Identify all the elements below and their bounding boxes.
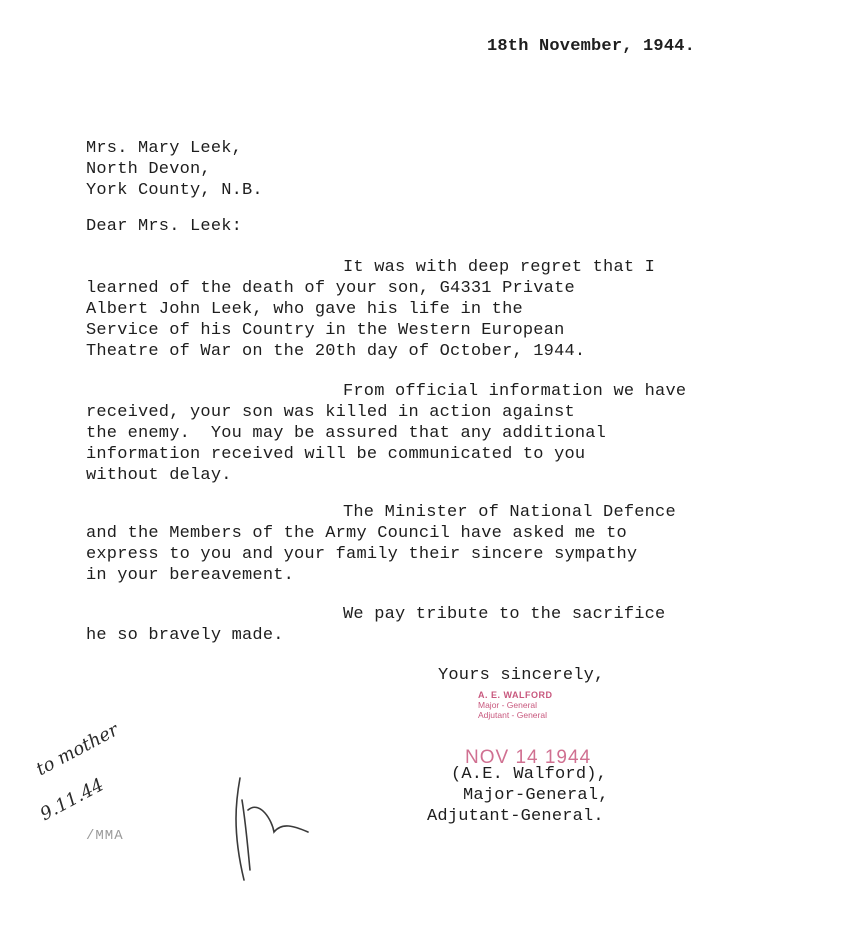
paragraph1-line-5: Theatre of War on the 20th day of October, 1944. xyxy=(86,342,586,361)
stamp-name: A. E. WALFORD xyxy=(478,690,553,700)
paragraph1-line-3: Albert John Leek, who gave his life in the xyxy=(86,300,523,319)
address-line-3: York County, N.B. xyxy=(86,181,263,200)
letter-date: 18th November, 1944. xyxy=(487,37,696,56)
paragraph2-line-1: From official information we have xyxy=(343,382,687,401)
stamp-rank: Major - General xyxy=(478,700,538,710)
signatory-rank: Major-General, xyxy=(463,786,609,805)
paragraph1-line-1: It was with deep regret that I xyxy=(343,258,656,277)
handwritten-note-line-1: to mother xyxy=(32,719,122,781)
paragraph3-line-3: express to you and your family their sincere sympathy xyxy=(86,545,638,564)
typist-initials: /MMA xyxy=(86,828,124,844)
address-line-1: Mrs. Mary Leek, xyxy=(86,139,243,158)
name-stamp xyxy=(478,690,553,720)
signatory-name: (A.E. Walford), xyxy=(451,765,608,784)
paragraph3-line-1: The Minister of National Defence xyxy=(343,503,676,522)
paragraph1-line-4: Service of his Country in the Western European xyxy=(86,321,565,340)
received-date-stamp: NOV 14 1944 xyxy=(465,747,592,768)
handwritten-note-line-2: 9.11.44 xyxy=(36,774,108,826)
signatory-title: Adjutant-General. xyxy=(427,807,604,826)
address-line-2: North Devon, xyxy=(86,160,211,179)
paragraph2-line-4: information received will be communicated to you xyxy=(86,445,586,464)
paragraph3-line-2: and the Members of the Army Council have asked me to xyxy=(86,524,627,543)
paragraph4-line-2: he so bravely made. xyxy=(86,626,284,645)
handwritten-initial-signature xyxy=(222,770,322,890)
paragraph2-line-3: the enemy. You may be assured that any additional xyxy=(86,424,607,443)
paragraph1-line-2: learned of the death of your son, G4331 Private xyxy=(86,279,575,298)
paragraph3-line-4: in your bereavement. xyxy=(86,566,295,585)
paragraph4-line-1: We pay tribute to the sacrifice xyxy=(343,605,666,624)
closing: Yours sincerely, xyxy=(438,666,605,685)
paragraph2-line-5: without delay. xyxy=(86,466,232,485)
stamp-title: Adjutant - General xyxy=(478,710,547,720)
paragraph2-line-2: received, your son was killed in action against xyxy=(86,403,575,422)
salutation: Dear Mrs. Leek: xyxy=(86,217,243,236)
